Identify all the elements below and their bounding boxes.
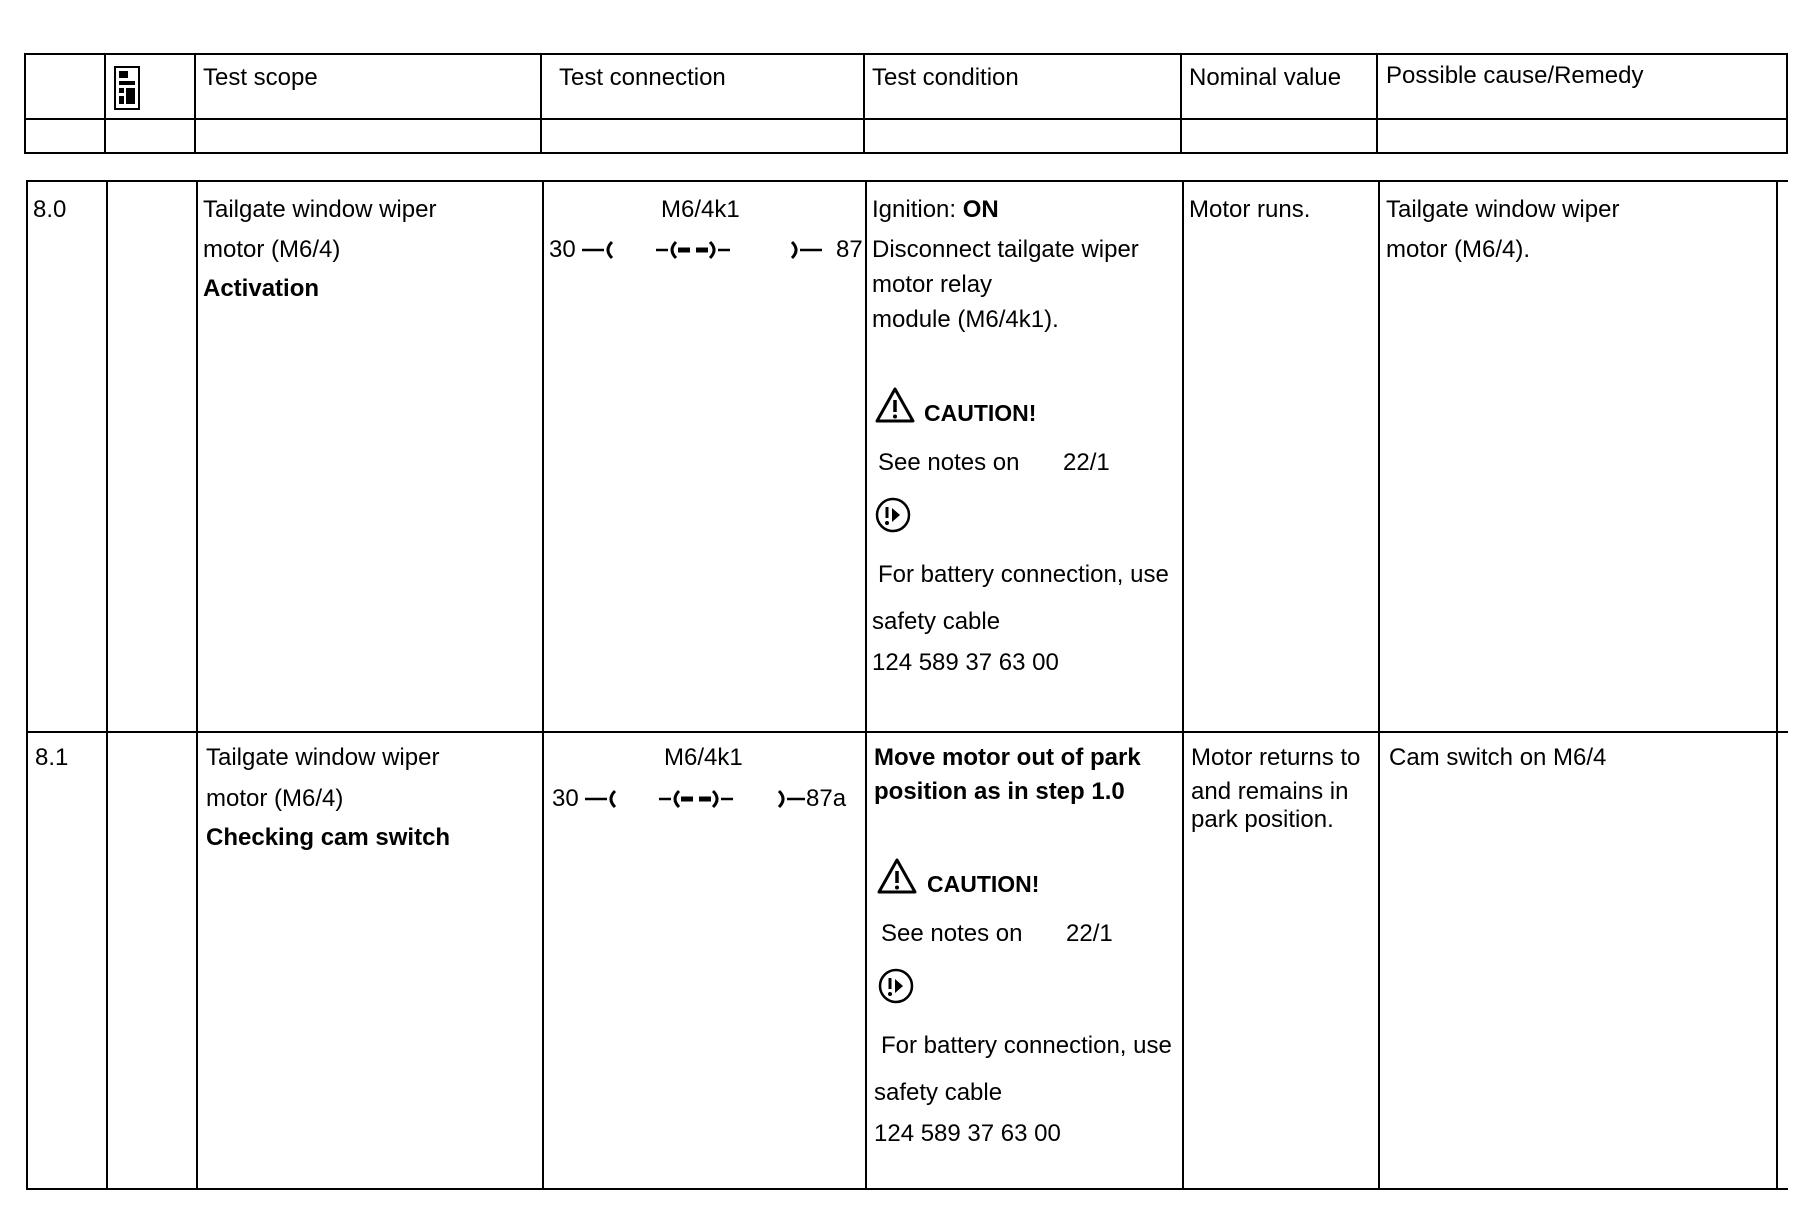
pin-left: 30 [549, 236, 576, 263]
remedy-line: motor (M6/4). [1386, 236, 1531, 263]
remedy-line: Cam switch on M6/4 [1389, 744, 1607, 771]
part-number: 124 589 37 63 00 [872, 649, 1059, 676]
step-number: 8.0 [33, 196, 67, 223]
instruction-line: position as in step 1.0 [874, 778, 1125, 805]
col-header-possible-cause: Possible cause/Remedy [1386, 62, 1644, 89]
test-scope-line: Tailgate window wiper [206, 744, 440, 771]
relay-component-label: M6/4k1 [661, 196, 740, 223]
part-number: 124 589 37 63 00 [874, 1120, 1061, 1147]
col-header-test-connection: Test connection [559, 64, 726, 91]
pin-right: 87a [806, 785, 847, 812]
test-scope-line: Tailgate window wiper [203, 196, 437, 223]
condition-line: Disconnect tailgate wiper [872, 236, 1139, 263]
step-number: 8.1 [35, 744, 69, 771]
connector-icon [583, 779, 903, 819]
notes-reference: 22/1 [1063, 449, 1110, 476]
safety-cable-text: safety cable [874, 1079, 1003, 1106]
nominal-value: Motor runs. [1189, 196, 1311, 223]
warning-triangle-icon [874, 386, 916, 424]
pin-left: 30 [552, 785, 579, 812]
tester-device-icon [114, 66, 140, 110]
warning-triangle-icon [876, 857, 918, 895]
battery-connection-text: For battery connection, use [881, 1032, 1172, 1059]
test-scope-line: motor (M6/4) [203, 236, 341, 263]
test-scope-title: Checking cam switch [206, 824, 451, 851]
pin-right: 87 [836, 236, 863, 263]
condition-line: module (M6/4k1). [872, 306, 1059, 333]
ignition-value: ON [962, 196, 999, 223]
see-notes-text: See notes on [878, 449, 1020, 476]
ignition-label: Ignition: [872, 196, 963, 223]
caution-label: CAUTION! [924, 400, 1037, 426]
relay-component-label: M6/4k1 [664, 744, 743, 771]
battery-connection-text: For battery connection, use [878, 561, 1169, 588]
col-header-test-scope: Test scope [203, 64, 318, 91]
nominal-value-line: Motor returns to [1191, 744, 1361, 771]
test-scope-title: Activation [203, 275, 320, 302]
instruction-line: Move motor out of park [874, 744, 1141, 771]
safety-cable-text: safety cable [872, 608, 1001, 635]
note-reference-icon [874, 496, 912, 534]
col-header-nominal-value: Nominal value [1189, 64, 1342, 91]
test-scope-line: motor (M6/4) [206, 785, 344, 812]
remedy-line: Tailgate window wiper [1386, 196, 1620, 223]
ignition-condition [872, 196, 999, 224]
see-notes-text: See notes on [881, 920, 1023, 947]
notes-reference: 22/1 [1066, 920, 1113, 947]
note-reference-icon [877, 967, 915, 1005]
caution-label: CAUTION! [927, 871, 1040, 897]
nominal-value-line: and remains in [1191, 778, 1349, 805]
condition-line: motor relay [872, 271, 993, 298]
col-header-test-condition: Test condition [872, 64, 1019, 91]
nominal-value-line: park position. [1191, 806, 1334, 833]
